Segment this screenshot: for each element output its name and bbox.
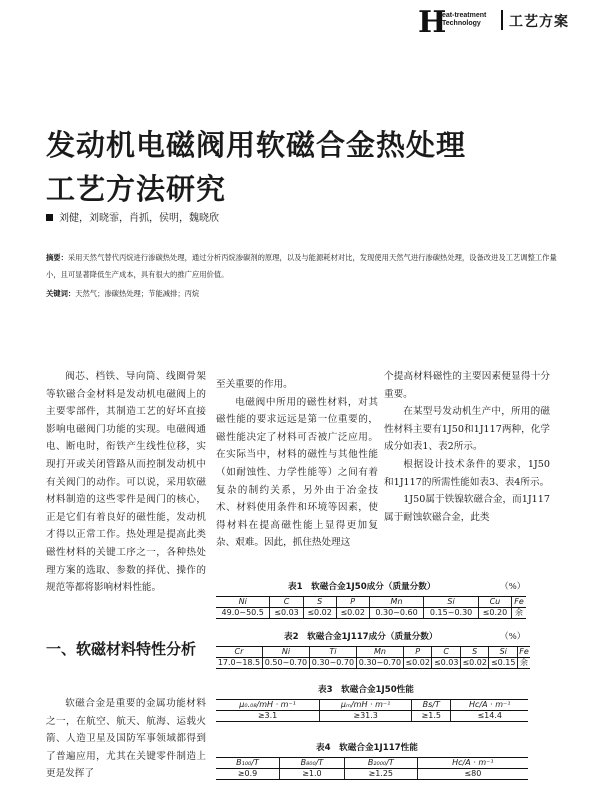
table-row (216, 658, 530, 669)
keywords-label: 关键词： (46, 289, 76, 298)
table-header-cell: S (460, 647, 489, 658)
table-cell: ≤0.15 (490, 658, 516, 667)
paragraph: 根据设计技术条件的要求，1J50和1J117的所需性能如表3、表4所示。 (384, 458, 550, 488)
abstract-text: 采用天然气替代丙烷进行渗碳热处理，通过分析丙烷渗碳剂的原理，以及与能源耗材对比，发现使用天然气进行渗碳热处理，设备改进及工艺调整工作量小，且可显著降低生产成本，具有很大的推广应用价值。 (46, 253, 557, 279)
paragraph: 1J50属于铁镍软磁合金，而1J117属于耐蚀软磁合金，此类 (384, 494, 550, 523)
abstract (46, 249, 561, 302)
table-cell: 余 (511, 608, 526, 619)
journal-english-name (442, 12, 486, 28)
table-header-cell: Bs/T (412, 700, 451, 711)
table-header-cell: μ₀.₀₈/mH · m⁻¹ (216, 700, 320, 711)
table-cell: ≥3.1 (216, 711, 320, 722)
table-header-row (216, 597, 526, 608)
table-cell: ≥1.0 (280, 769, 345, 780)
section-heading: 一、软磁材料特性分析 (46, 640, 197, 658)
table-header-cell: S (303, 597, 336, 608)
table1-caption: 表1 软磁合金1J50成分（质量分数） (288, 582, 436, 592)
table-row (216, 769, 528, 780)
paragraph: 在某型号发动机生产中，所用的磁性材料主要有1J50和1J117两种，化学成分如表1、表2所示。 (384, 406, 550, 453)
table-header-cell: B₂₀₀₀/T (344, 758, 417, 769)
article-title (46, 123, 466, 211)
journal-english-line2: Technology (442, 20, 481, 27)
paragraph: 软磁合金是重要的金属功能材料之一，在航空、航天、航海、运载火箭、人造卫星及国防军事领域都得到了普遍应用，尤其在关键零件制造上更是发挥了 (46, 698, 206, 780)
keywords-text: 天然气；渗碳热处理；节能减排；丙烷 (75, 289, 200, 298)
table-cell: 0.30~0.70 (356, 658, 403, 669)
table3 (216, 699, 528, 722)
paragraph: 个提高材料磁性的主要因素便显得十分重要。 (384, 371, 550, 400)
table-header-row (216, 647, 530, 658)
table-cell: 余 (517, 658, 530, 669)
table-cell: ≤0.02 (405, 658, 430, 667)
journal-english-line1: eat-treatment (442, 12, 487, 19)
table-header-cell: P (336, 597, 369, 608)
table-header-cell: Si (424, 597, 479, 608)
body-column-2 (216, 376, 378, 552)
table-header-cell: C (270, 597, 303, 608)
table-header-row (216, 758, 528, 769)
paragraph: 阀芯、档铁、导向筒、线圈骨架等软磁合金材料是发动机电磁阀上的主要零部件，其制造工艺的好坏直接影响电磁阀门功能的实现。电磁阀通电、断电时，衔铁产生线性位移，实现打开或关闭管路从而控制发动机中有关阀门的动作。可以说，采用软磁材料制造的这些零件是阀门的核心，正是它们有着良好的磁性能，发动机才得以正常工作。热处理是提高此类磁性材料的关键工序之一，各种热处理方案的选取、参数的择优、操作的规范等都将影响材料性能。 (46, 371, 206, 594)
table-row (216, 608, 526, 619)
table-header-cell: Ni (262, 647, 309, 658)
table4-caption: 表4 软磁合金1J117性能 (316, 743, 418, 753)
section-label: 工艺方案 (509, 14, 569, 30)
table-cell: ≤0.03 (433, 658, 459, 667)
table-cell: ≤0.20 (478, 608, 511, 619)
paragraph: 电磁阀中所用的磁性材料，对其磁性能的要求远远是第一位重要的，磁性能决定了材料可否被广泛应用。在实际当中，材料的磁性与其他性能（如耐蚀性、力学性能等）之间有着复杂的制约关系，另外由于冶金技术、材料使用条件和环境等因素，使得材料在提高磁性能上显得更加复杂、艰难。因此，抓住热处理这 (216, 396, 378, 549)
table-cell: ≤0.02 (303, 608, 336, 619)
table-header-cell: C (432, 647, 461, 658)
table-row (216, 711, 528, 722)
table-header-cell: μₘ/mH · m⁻¹ (320, 700, 412, 711)
body-column-3 (384, 368, 550, 526)
table-header-cell: Cr (216, 647, 262, 658)
journal-logo-letter: H (418, 5, 447, 40)
table-header-cell: Ti (309, 647, 356, 658)
table2-unit: （%） (500, 632, 526, 642)
table-cell: 0.30~0.70 (309, 658, 356, 669)
abstract-label: 摘要： (46, 253, 68, 262)
table-header-cell: Fe (519, 647, 529, 656)
author-bullet-icon (46, 214, 53, 221)
table1 (216, 596, 526, 619)
table-header-cell: Hc/A · m⁻¹ (417, 758, 528, 769)
table-cell: ≤80 (417, 769, 528, 780)
table1-unit: （%） (500, 582, 526, 592)
table-cell: ≥0.9 (216, 769, 280, 780)
table-header-cell: Cu (478, 597, 511, 608)
table4 (216, 757, 528, 780)
table-header-cell: B₁₀₀/T (216, 758, 280, 769)
table2-caption: 表2 软磁合金1J117成分（质量分数） (284, 632, 438, 642)
section-body (46, 695, 206, 783)
table-cell: 49.0~50.5 (216, 608, 270, 619)
table-cell: 0.50~0.70 (262, 658, 309, 669)
table-header-row (216, 700, 528, 711)
table-cell: ≤0.02 (336, 608, 369, 619)
header-divider (501, 10, 503, 30)
body-column-1 (46, 368, 206, 597)
table-header-cell: Mn (369, 597, 424, 608)
table-cell: ≤14.4 (451, 711, 528, 722)
table-cell: ≥1.5 (412, 711, 451, 722)
paragraph: 至关重要的作用。 (216, 379, 293, 390)
table3-caption: 表3 软磁合金1J50性能 (318, 685, 414, 695)
article-title-line1: 发动机电磁阀用软磁合金热处理 (46, 128, 467, 162)
table2 (216, 646, 530, 669)
table-cell: 17.0~18.5 (216, 658, 262, 669)
table-cell: ≤0.02 (462, 658, 487, 667)
table-header-cell: B₈₀₀/T (280, 758, 345, 769)
authors (46, 209, 219, 224)
table-cell: 0.15~0.30 (424, 608, 479, 619)
table-header-cell: Ni (216, 597, 270, 608)
table-cell: ≥31.3 (320, 711, 412, 722)
table-cell: ≥1.25 (344, 769, 417, 780)
author-names: 刘健，刘晓霏，肖抓，侯明，魏晓欣 (59, 213, 219, 224)
table-cell: 0.30~0.60 (369, 608, 424, 619)
table-header-cell: Si (489, 647, 518, 658)
table-header-cell: Fe (511, 597, 526, 608)
table-header-cell: Hc/A · m⁻¹ (451, 700, 528, 711)
article-title-line2: 工艺方法研究 (46, 172, 227, 206)
table-cell: ≤0.03 (270, 608, 303, 619)
table-header-cell: P (403, 647, 432, 658)
table-header-cell: Mn (356, 647, 403, 658)
